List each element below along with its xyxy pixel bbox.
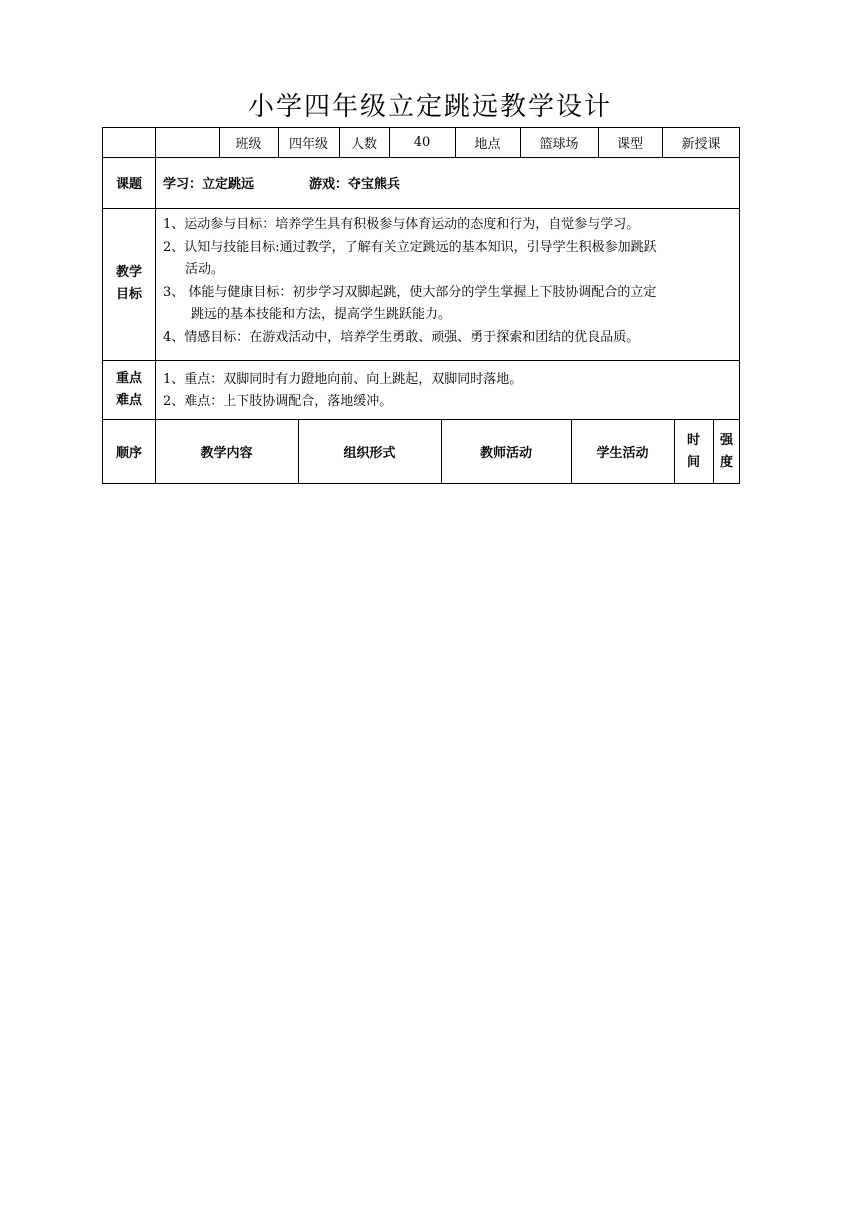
type-label: 课型 [616, 137, 643, 152]
goals-label-line: 教学 [115, 265, 142, 280]
header-content: 教学内容 [200, 446, 253, 461]
place-label: 地点 [474, 137, 501, 152]
row-divider [103, 208, 739, 209]
key-points-label [103, 360, 155, 419]
header-time-line: 时 [686, 432, 700, 448]
header-time-line: 间 [686, 454, 700, 470]
goal-item: 1、运动参与目标：培养学生具有积极参与体育运动的态度和行为，自觉参与学习。 [163, 217, 640, 232]
header-student-activity: 学生活动 [596, 446, 649, 461]
goal-item: 4、情感目标：在游戏活动中，培养学生勇敢、顽强、勇于探索和团结的优良品质。 [163, 329, 640, 345]
goal-item: 2、认知与技能目标:通过教学，了解有关立定跳远的基本知识，引导学生积极参加跳跃 [163, 239, 657, 255]
goals-label-line: 目标 [115, 287, 142, 302]
count-value: 40 [413, 135, 431, 150]
class-value: 四年级 [288, 137, 328, 152]
key-points [163, 369, 522, 413]
goal-item: 3、 体能与健康目标：初步学习双脚起跳，使大部分的学生掌握上下肢协调配合的立定 [163, 284, 657, 300]
topic-learn: 学习：立定跳远 [163, 177, 255, 192]
key-point-item: 2、难点：上下肢协调配合，落地缓冲。 [163, 394, 393, 409]
goal-item-continued: 活动。 [185, 262, 225, 277]
teaching-goals [163, 214, 735, 349]
key-point-item: 1、重点：双脚同时有力蹬地向前、向上跳起，双脚同时落地。 [163, 372, 523, 387]
class-label: 班级 [235, 137, 262, 152]
header-teacher-activity: 教师活动 [479, 446, 532, 461]
topic-game: 游戏：夺宝熊兵 [309, 177, 401, 192]
header-organization: 组织形式 [343, 446, 396, 461]
header-intensity [713, 419, 740, 484]
lesson-plan-table [102, 127, 740, 484]
place-value: 篮球场 [539, 137, 579, 152]
row-divider [103, 360, 739, 361]
document-title: 小学四年级立定跳远教学设计 [247, 92, 612, 122]
key-points-label-line: 难点 [115, 392, 142, 408]
header-intensity-line: 度 [719, 454, 733, 470]
goal-item-continued: 跳远的基本技能和方法，提高学生跳跃能力。 [191, 307, 452, 322]
header-order: 顺序 [115, 446, 142, 461]
count-label: 人数 [350, 137, 377, 152]
header-intensity-line: 强 [719, 432, 733, 448]
key-points-label-line: 重点 [115, 370, 142, 386]
goals-label [103, 208, 155, 360]
header-time [674, 419, 713, 484]
topic-label: 课题 [115, 177, 142, 192]
type-value: 新授课 [681, 137, 721, 152]
